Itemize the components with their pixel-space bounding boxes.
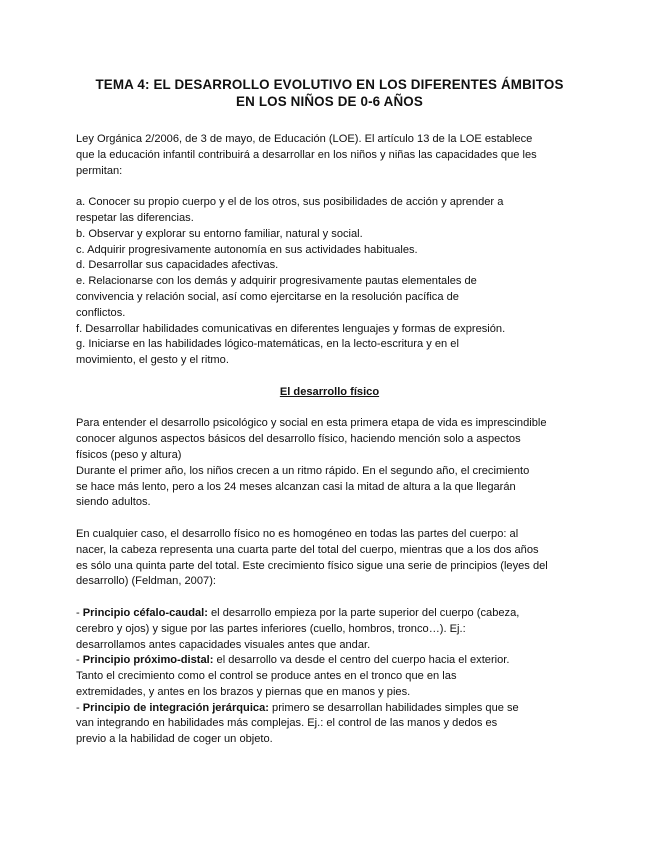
text-line: nacer, la cabeza representa una cuarta parte del total del cuerpo, mientras que a los dos años <box>76 543 539 556</box>
text-line: es sólo una quinta parte del total. Este crecimiento físico sigue una serie de principios (leyes del <box>76 559 548 572</box>
text-line: Durante el primer año, los niños crecen a un ritmo rápido. En el segundo año, el crecimiento <box>76 464 530 477</box>
bullet-dash: - <box>76 654 83 667</box>
list-item: convivencia y relación social, así como ejercitarse en la resolución pacífica de <box>76 290 459 303</box>
list-item: g. Iniciarse en las habilidades lógico-matemáticas, en la lecto-escritura y en el <box>76 338 459 351</box>
bullet-dash: - <box>76 701 83 714</box>
list-item: c. Adquirir progresivamente autonomía en sus actividades habituales. <box>76 243 418 256</box>
text-line: van integrando en habilidades más complejas. Ej.: el control de las manos y dedos es <box>76 717 498 730</box>
list-item: e. Relacionarse con los demás y adquirir progresivamente pautas elementales de <box>76 275 477 288</box>
principle-proximo-distal <box>76 653 583 669</box>
text-line: previo a la habilidad de coger un objeto. <box>76 733 273 746</box>
text-line: se hace más lento, pero a los 24 meses alcanzan casi la mitad de altura a la que llegarán <box>76 480 516 493</box>
list-item: a. Conocer su propio cuerpo y el de los otros, sus posibilidades de acción y aprender a <box>76 196 504 209</box>
list-item: respetar las diferencias. <box>76 211 194 224</box>
section-heading: El desarrollo físico <box>279 385 380 398</box>
principle-name: Principio de integración jerárquica: <box>82 701 269 714</box>
bullet-dash: - <box>76 606 83 619</box>
physical-paragraph-1 <box>76 416 583 511</box>
title-line: TEMA 4: EL DESARROLLO EVOLUTIVO EN LOS DIFERENTES ÁMBITOS <box>95 77 564 92</box>
physical-paragraph-2 <box>76 527 583 590</box>
text-line: permitan: <box>76 164 123 177</box>
text-line: cerebro y ojos) y sigue por las partes inferiores (cuello, hombros, tronco…). Ej.: <box>76 622 466 635</box>
text-line: siendo adultos. <box>76 496 151 509</box>
text-line: extremidades, y antes en los brazos y piernas que en manos y pies. <box>76 685 411 698</box>
principle-cefalo-caudal <box>76 606 583 622</box>
text-line: físicos (peso y altura) <box>76 448 182 461</box>
principle-name: Principio céfalo-caudal: <box>82 606 208 619</box>
principle-text: primero se desarrollan habilidades simples que se <box>268 701 519 714</box>
text-line: En cualquier caso, el desarrollo físico no es homogéneo en todas las partes del cuerpo: al <box>76 527 519 540</box>
intro-paragraph <box>76 132 583 179</box>
principle-text: el desarrollo empieza por la parte superior del cuerpo (cabeza, <box>207 606 520 619</box>
text-line: conocer algunos aspectos básicos del desarrollo físico, haciendo mención solo a aspectos <box>76 433 521 446</box>
principle-text: el desarrollo va desde el centro del cuerpo hacia el exterior. <box>213 654 510 667</box>
text-line: que la educación infantil contribuirá a desarrollar en los niños y niñas las capacidades que les <box>76 148 537 161</box>
list-item: movimiento, el gesto y el ritmo. <box>76 354 229 367</box>
principles-list <box>76 606 583 748</box>
text-line: Para entender el desarrollo psicológico y social en esta primera etapa de vida es imprescindible <box>76 417 547 430</box>
text-line: desarrollamos antes capacidades visuales antes que andar. <box>76 638 371 651</box>
list-item: b. Observar y explorar su entorno familiar, natural y social. <box>76 227 363 240</box>
text-line: Tanto el crecimiento como el control se produce antes en el tronco que en las <box>76 670 457 683</box>
text-line: Ley Orgánica 2/2006, de 3 de mayo, de Educación (LOE). El artículo 13 de la LOE establece <box>76 133 533 145</box>
objectives-list <box>76 195 583 369</box>
list-item: conflictos. <box>76 306 126 319</box>
list-item: f. Desarrollar habilidades comunicativas en diferentes lenguajes y formas de expresión. <box>76 322 506 335</box>
text-line: desarrollo) (Feldman, 2007): <box>76 575 216 588</box>
principle-integracion-jerarquica <box>76 701 583 717</box>
list-item: d. Desarrollar sus capacidades afectivas. <box>76 259 279 272</box>
title-line: EN LOS NIÑOS DE 0-6 AÑOS <box>236 94 423 109</box>
principle-name: Principio próximo-distal: <box>82 654 214 667</box>
document-title <box>76 76 583 110</box>
